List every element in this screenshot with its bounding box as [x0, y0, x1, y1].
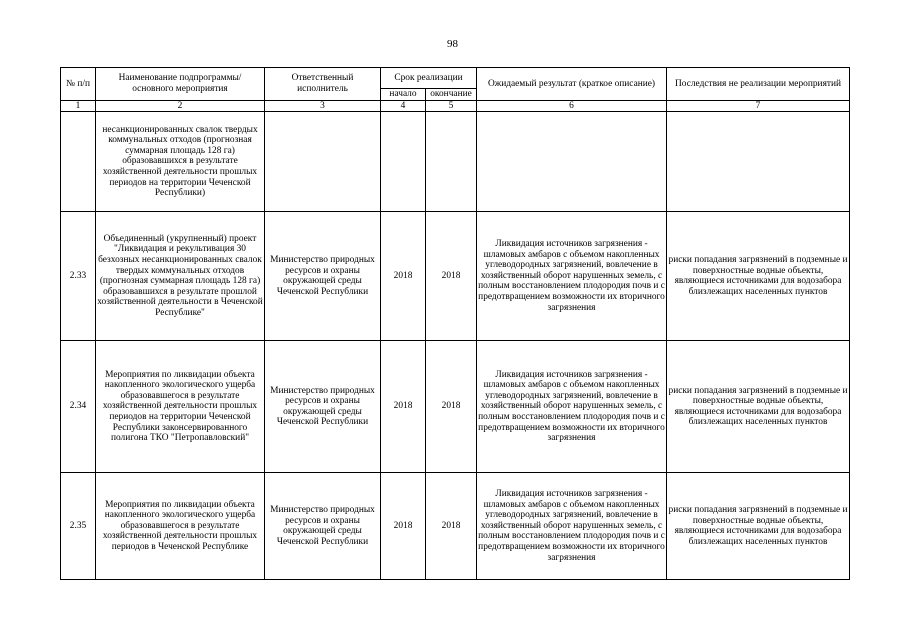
row-name: Объединенный (укрупненный) проект "Ликвидация и рекультивация 30 безхозных несанкционированных свалок твердых коммунальных отходов (прогнозная суммарная площадь 128 га) образовавшихся в результате прошлой хозяйственной деятельности в Чеченской Республике" [96, 212, 265, 341]
row-responsible [265, 112, 381, 212]
row-result: Ликвидация источников загрязнения - шламовых амбаров с объемом накопленных углеводородных загрязнений, вовлечение в хозяйственный оборот нарушенных земель, с полным восстановлением плодородия почв и с предотвращением возможности их вторичного загрязнения [477, 473, 667, 580]
measures-table [60, 67, 850, 580]
column-number: 6 [477, 100, 667, 112]
row-name: несанкционированных свалок твердых коммунальных отходов (прогнозная суммарная площадь 128 га) образовавшихся в результате хозяйственной деятельности прошлых периодов на территории Чеченской Республики) [96, 112, 265, 212]
column-number: 5 [426, 100, 477, 112]
row-result [477, 112, 667, 212]
row-consequences: риски попадания загрязнений в подземные и поверхностные водные объекты, являющиеся источниками для водозабора близлежащих населенных пунктов [667, 341, 850, 473]
row-consequences [667, 112, 850, 212]
header-consequences: Последствия не реализации мероприятий [667, 68, 850, 101]
row-end: 2018 [426, 341, 477, 473]
row-end: 2018 [426, 473, 477, 580]
column-number: 2 [96, 100, 265, 112]
row-end: 2018 [426, 212, 477, 341]
row-num: 2.33 [61, 212, 96, 341]
row-start: 2018 [381, 212, 426, 341]
header-name: Наименование подпрограммы/ основного мероприятия [96, 68, 265, 101]
page-number: 98 [447, 38, 458, 50]
column-number: 7 [667, 100, 850, 112]
row-start: 2018 [381, 341, 426, 473]
row-start: 2018 [381, 473, 426, 580]
row-end [426, 112, 477, 212]
row-responsible: Министерство природных ресурсов и охраны окружающей среды Чеченской Республики [265, 341, 381, 473]
header-term: Срок реализации [381, 68, 477, 89]
table-row [61, 112, 850, 212]
row-consequences: риски попадания загрязнений в подземные и поверхностные водные объекты, являющиеся источниками для водозабора близлежащих населенных пунктов [667, 473, 850, 580]
table-row [61, 341, 850, 473]
row-consequences: риски попадания загрязнений в подземные и поверхностные водные объекты, являющиеся источниками для водозабора близлежащих населенных пунктов [667, 212, 850, 341]
row-num [61, 112, 96, 212]
row-name: Мероприятия по ликвидации объекта накопленного экологического ущерба образовавшегося в результате хозяйственной деятельности прошлых периодов на территории Чеченской Республики законсервированного полигона ТКО "Петропавловский" [96, 341, 265, 473]
header-end: окончание [426, 89, 477, 101]
header-result: Ожидаемый результат (краткое описание) [477, 68, 667, 101]
table-header-row [61, 68, 850, 89]
row-result: Ликвидация источников загрязнения - шламовых амбаров с объемом накопленных углеводородных загрязнений, вовлечение в хозяйственный оборот нарушенных земель, с полным восстановлением плодородия почв и с предотвращением возможности их вторичного загрязнения [477, 212, 667, 341]
header-num: № п/п [61, 68, 96, 101]
header-start: начало [381, 89, 426, 101]
column-number: 1 [61, 100, 96, 112]
header-responsible: Ответственный исполнитель [265, 68, 381, 101]
row-name: Мероприятия по ликвидации объекта накопленного экологического ущерба образовавшегося в результате хозяйственной деятельности прошлых периодов в Чеченской Республике [96, 473, 265, 580]
table-row [61, 473, 850, 580]
row-result: Ликвидация источников загрязнения - шламовых амбаров с объемом накопленных углеводородных загрязнений, вовлечение в хозяйственный оборот нарушенных земель, с полным восстановлением плодородия почв и с предотвращением возможности их вторичного загрязнения [477, 341, 667, 473]
column-numbers-row [61, 100, 850, 112]
row-responsible: Министерство природных ресурсов и охраны окружающей среды Чеченской Республики [265, 212, 381, 341]
column-number: 4 [381, 100, 426, 112]
row-start [381, 112, 426, 212]
row-num: 2.34 [61, 341, 96, 473]
row-responsible: Министерство природных ресурсов и охраны окружающей среды Чеченской Республики [265, 473, 381, 580]
column-number: 3 [265, 100, 381, 112]
table-row [61, 212, 850, 341]
row-num: 2.35 [61, 473, 96, 580]
